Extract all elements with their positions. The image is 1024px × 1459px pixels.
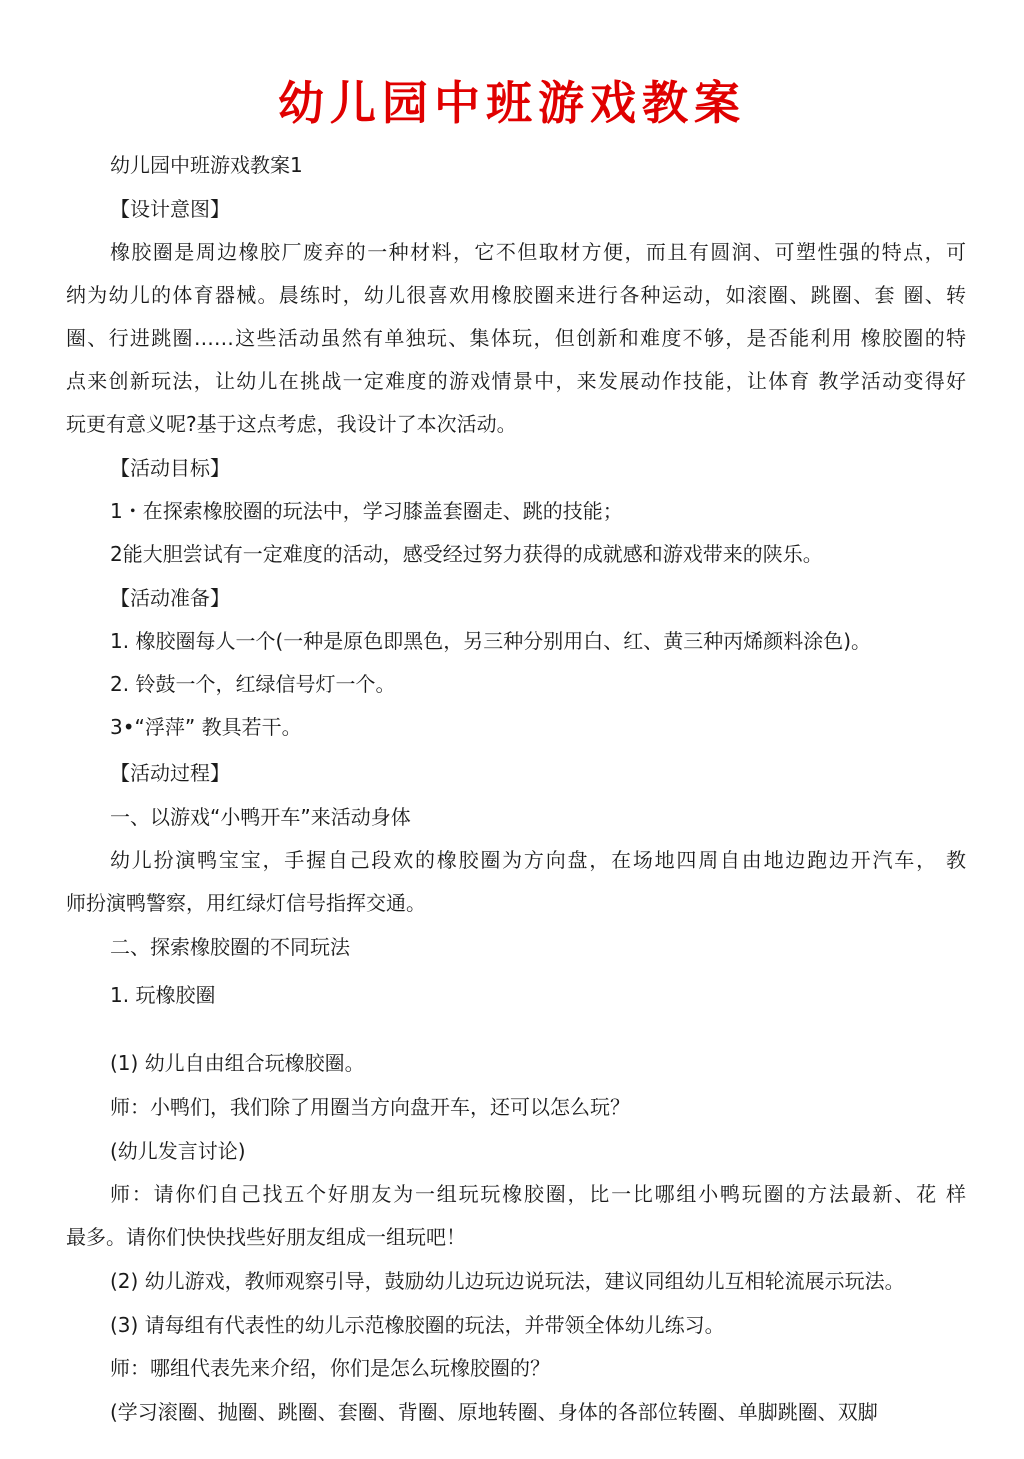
process-line: 最多。请你们快快找些好朋友组成一组玩吧！ bbox=[66, 1225, 466, 1249]
process-line: (2) 幼儿游戏，教师观察引导，鼓励幼儿边玩边说玩法，建议同组幼儿互相轮流展示玩法。 bbox=[110, 1269, 905, 1293]
section-heading-design: 【设计意图】 bbox=[110, 197, 230, 221]
section-heading-goals: 【活动目标】 bbox=[110, 456, 230, 480]
process-line: (3) 请每组有代表性的幼儿示范橡胶圈的玩法，并带领全体幼儿练习。 bbox=[110, 1313, 725, 1337]
preparation-item: 1. 橡胶圈每人一个(一种是原色即黑色，另三种分别用白、红、黄三种丙烯颜料涂色)。 bbox=[110, 629, 872, 653]
goal-item: 1・在探索橡胶圈的玩法中，学习膝盖套圈走、跳的技能； bbox=[110, 499, 623, 523]
paragraph-line: 圈、行进跳圈……这些活动虽然有单独玩、集体玩，但创新和难度不够，是否能利用 橡胶圈的特 bbox=[66, 326, 966, 350]
paragraph-line: 点来创新玩法，让幼儿在挑战一定难度的游戏情景中，来发展动作技能，让体育 教学活动变得好 bbox=[66, 369, 966, 393]
paragraph-line: 橡胶圈是周边橡胶厂废弃的一种材料，它不但取材方便，而且有圆润、可塑性强的特点，可 bbox=[110, 240, 966, 264]
process-step-heading: 二、探索橡胶圈的不同玩法 bbox=[110, 935, 350, 959]
paragraph-line: 师扮演鸭警察，用红绿灯信号指挥交通。 bbox=[66, 891, 426, 915]
process-line: (学习滚圈、抛圈、跳圈、套圈、背圈、原地转圈、身体的各部位转圈、单脚跳圈、双脚 bbox=[110, 1400, 878, 1424]
paragraph-line: 幼儿扮演鸭宝宝，手握自己段欢的橡胶圈为方向盘，在场地四周自由地边跑边开汽车， 教 bbox=[110, 848, 966, 872]
document-title: 幼儿园中班游戏教案 bbox=[278, 76, 746, 130]
section-heading-preparation: 【活动准备】 bbox=[110, 586, 230, 610]
process-substep-heading: 1. 玩橡胶圈 bbox=[110, 983, 216, 1007]
process-line: (1) 幼儿自由组合玩橡胶圈。 bbox=[110, 1051, 365, 1075]
process-line: 师：小鸭们，我们除了用圈当方向盘开车，还可以怎么玩？ bbox=[110, 1095, 630, 1119]
subtitle: 幼儿园中班游戏教案1 bbox=[110, 153, 303, 177]
process-step-heading: 一、以游戏“小鸭开车”来活动身体 bbox=[110, 805, 411, 829]
process-line: 师：哪组代表先来介绍，你们是怎么玩橡胶圈的？ bbox=[110, 1356, 550, 1380]
goal-item: 2能大胆尝试有一定难度的活动，感受经过努力获得的成就感和游戏带来的陕乐。 bbox=[110, 542, 823, 566]
process-line: (幼儿发言讨论) bbox=[110, 1139, 246, 1163]
paragraph-line: 纳为幼儿的体育器械。晨练时，幼儿很喜欢用橡胶圈来进行各种运动，如滚圈、跳圈、套 圈、转 bbox=[66, 283, 966, 307]
preparation-item: 2. 铃鼓一个，红绿信号灯一个。 bbox=[110, 672, 396, 696]
section-heading-process: 【活动过程】 bbox=[110, 761, 230, 785]
paragraph-line: 玩更有意义呢?基于这点考虑，我设计了本次活动。 bbox=[66, 412, 517, 436]
preparation-item: 3•“浮萍” 教具若干。 bbox=[110, 715, 302, 739]
process-line: 师：请你们自己找五个好朋友为一组玩玩橡胶圈，比一比哪组小鸭玩圈的方法最新、花 样 bbox=[110, 1182, 966, 1206]
